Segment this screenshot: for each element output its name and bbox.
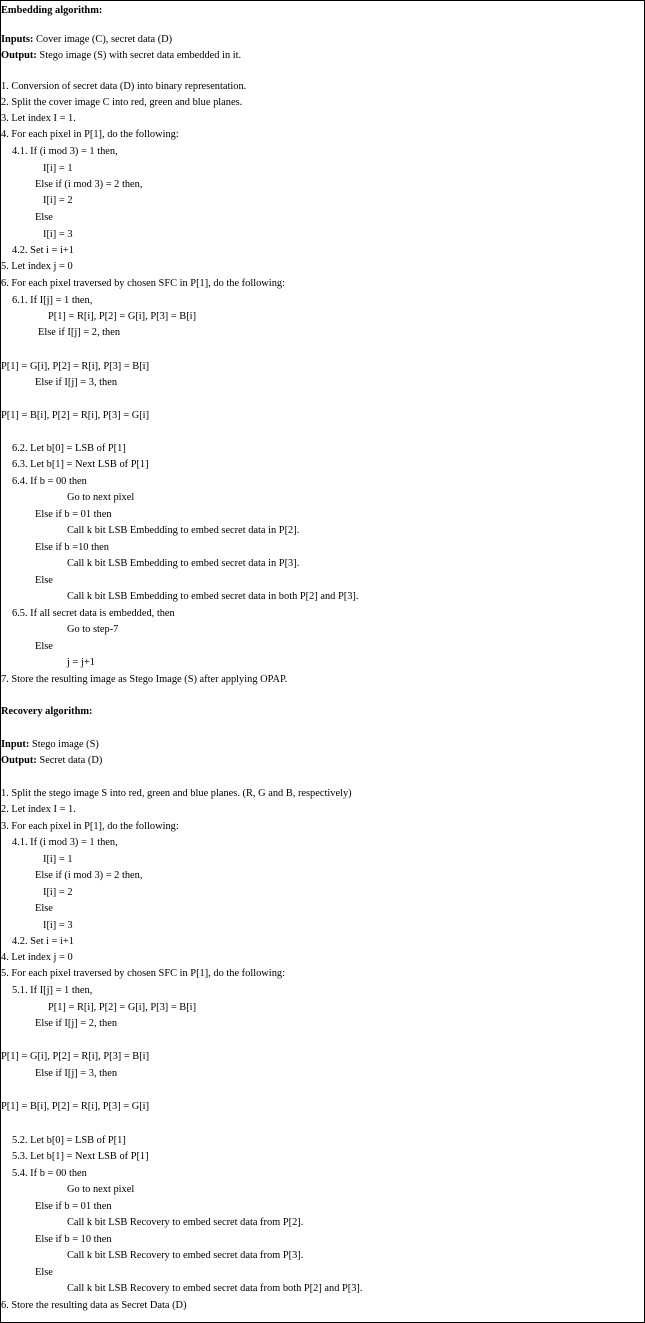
recovery-step: 5.3. Let b[1] = Next LSB of P[1] [12, 1151, 149, 1162]
recovery-step: I[i] = 2 [43, 887, 73, 898]
recovery-input [1, 737, 99, 753]
embedding-title: Embedding algorithm: [1, 5, 103, 16]
embed-step: Else [35, 575, 53, 586]
embed-step: 5. Let index j = 0 [1, 261, 73, 272]
recovery-step: 1. Split the stego image S into red, green and blue planes. (R, G and B, respectively) [1, 788, 352, 799]
recovery-step: Else [35, 1267, 53, 1278]
embed-step: 6.3. Let b[1] = Next LSB of P[1] [12, 459, 149, 470]
embed-step: 6. For each pixel traversed by chosen SFC in P[1], do the following: [1, 278, 285, 289]
recovery-step: P[1] = R[i], P[2] = G[i], P[3] = B[i] [48, 1002, 197, 1013]
embed-step: Else [35, 212, 53, 223]
recovery-step: 5. For each pixel traversed by chosen SFC in P[1], do the following: [1, 968, 285, 979]
embed-step: I[i] = 2 [43, 195, 73, 206]
embed-step: 6.2. Let b[0] = LSB of P[1] [12, 443, 126, 454]
recovery-step: P[1] = G[i], P[2] = R[i], P[3] = B[i] [1, 1051, 150, 1062]
recovery-step: I[i] = 1 [43, 854, 73, 865]
embedding-inputs-text: Cover image (C), secret data (D) [33, 34, 173, 45]
recovery-step: I[i] = 3 [43, 920, 73, 931]
recovery-step: 2. Let index I = 1. [1, 804, 76, 815]
embed-step: P[1] = R[i], P[2] = G[i], P[3] = B[i] [48, 311, 197, 322]
recovery-input-text: Stego image (S) [29, 739, 99, 750]
embed-step: 6.4. If b = 00 then [12, 476, 87, 487]
recovery-step: Else if I[j] = 3, then [35, 1068, 118, 1079]
recovery-step: Else [35, 903, 53, 914]
embed-step: Call k bit LSB Embedding to embed secret data in P[2]. [67, 525, 300, 536]
recovery-step: 4. Let index j = 0 [1, 952, 73, 963]
embed-step: Else if I[j] = 3, then [35, 377, 118, 388]
embed-step: Else [35, 641, 53, 652]
embed-step: 1. Conversion of secret data (D) into binary representation. [1, 81, 247, 92]
recovery-output-text: Secret data (D) [36, 755, 103, 766]
embed-step: j = j+1 [67, 657, 95, 668]
recovery-step: 4.1. If (i mod 3) = 1 then, [12, 837, 118, 848]
recovery-step: 5.1. If I[j] = 1 then, [12, 985, 93, 996]
recovery-step: Go to next pixel [67, 1184, 135, 1195]
embed-step: I[i] = 3 [43, 229, 73, 240]
embed-step: 2. Split the cover image C into red, green and blue planes. [1, 97, 243, 108]
embed-step: 7. Store the resulting image as Stego Image (S) after applying OPAP. [1, 674, 288, 685]
embed-step: P[1] = B[i], P[2] = R[i], P[3] = G[i] [1, 410, 150, 421]
embed-step: 3. Let index I = 1. [1, 113, 76, 124]
embed-step: 6.5. If all secret data is embedded, then [12, 608, 175, 619]
recovery-step: 6. Store the resulting data as Secret Data (D) [1, 1300, 187, 1311]
recovery-step: P[1] = B[i], P[2] = R[i], P[3] = G[i] [1, 1101, 150, 1112]
embed-step: Call k bit LSB Embedding to embed secret data in both P[2] and P[3]. [67, 591, 359, 602]
embed-step: 4. For each pixel in P[1], do the following: [1, 129, 179, 140]
recovery-output-label: Output: [1, 755, 37, 766]
recovery-title: Recovery algorithm: [1, 706, 93, 717]
embed-step: P[1] = G[i], P[2] = R[i], P[3] = B[i] [1, 361, 150, 372]
recovery-step: Else if b = 01 then [35, 1201, 112, 1212]
embed-step: Go to step-7 [67, 624, 119, 635]
embed-step: Else if b =10 then [35, 542, 109, 553]
recovery-step: Else if b = 10 then [35, 1234, 112, 1245]
recovery-step: Call k bit LSB Recovery to embed secret data from both P[2] and P[3]. [67, 1283, 363, 1294]
recovery-output [1, 753, 102, 769]
embed-step: Call k bit LSB Embedding to embed secret data in P[3]. [67, 558, 300, 569]
recovery-step: 3. For each pixel in P[1], do the following: [1, 821, 179, 832]
recovery-step: 5.4. If b = 00 then [12, 1168, 87, 1179]
recovery-step: 5.2. Let b[0] = LSB of P[1] [12, 1135, 126, 1146]
embed-step: Else if b = 01 then [35, 509, 112, 520]
embed-step: 4.1. If (i mod 3) = 1 then, [12, 146, 118, 157]
recovery-input-label: Input: [1, 739, 30, 750]
recovery-step: Call k bit LSB Recovery to embed secret data from P[2]. [67, 1217, 304, 1228]
embedding-output-label: Output: [1, 50, 37, 61]
embedding-output-text: Stego image (S) with secret data embedded in it. [36, 50, 242, 61]
embed-step: I[i] = 1 [43, 163, 73, 174]
recovery-step: Call k bit LSB Recovery to embed secret data from P[3]. [67, 1250, 304, 1261]
recovery-step: Else if (i mod 3) = 2 then, [35, 870, 143, 881]
embed-step: Else if (i mod 3) = 2 then, [35, 179, 143, 190]
embed-step: 6.1. If I[j] = 1 then, [12, 295, 93, 306]
embed-step: Else if I[j] = 2, then [38, 327, 121, 338]
embed-step: Go to next pixel [67, 492, 135, 503]
embed-step: 4.2. Set i = i+1 [12, 245, 74, 256]
embedding-inputs-label: Inputs: [1, 34, 34, 45]
recovery-step: Else if I[j] = 2, then [35, 1018, 118, 1029]
embedding-inputs [1, 32, 172, 48]
recovery-step: 4.2. Set i = i+1 [12, 936, 74, 947]
embedding-output [1, 48, 241, 64]
